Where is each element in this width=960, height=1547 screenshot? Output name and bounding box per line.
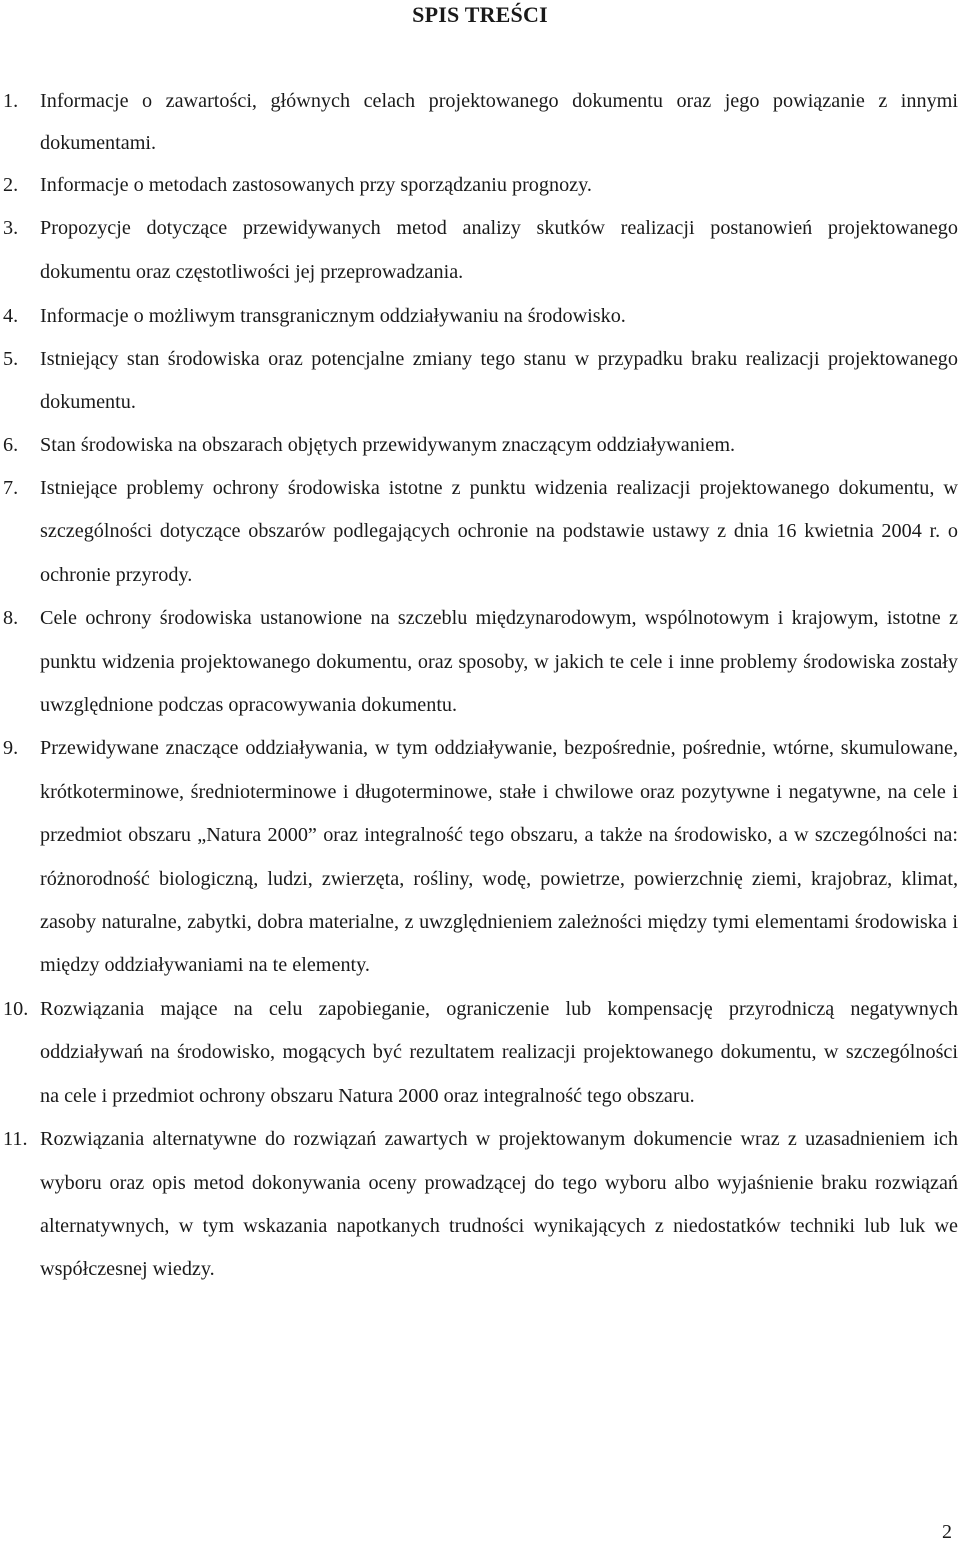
toc-item-number: 3. xyxy=(3,217,19,239)
toc-item-number: 6. xyxy=(3,434,19,456)
toc-item-number: 4. xyxy=(3,305,19,327)
toc-item-5 xyxy=(0,338,960,424)
toc-item-text: Istniejące problemy ochrony środowiska istotne z punktu widzenia realizacji projektowanego dokumentu, w szczególności dotyczące obszarów podlegających ochronie na podstawie ustawy z dnia 16 kwietnia 2004 r. o ochronie przyrody. xyxy=(40,477,958,586)
toc-item-number: 2. xyxy=(3,174,19,196)
toc-item-number: 7. xyxy=(3,477,19,499)
toc-item-text: Informacje o możliwym transgranicznym oddziaływaniu na środowisko. xyxy=(40,305,626,327)
toc-item-1 xyxy=(0,80,960,164)
toc-item-4 xyxy=(0,294,960,338)
toc-item-text: Cele ochrony środowiska ustanowione na szczeblu międzynarodowym, wspólnotowym i krajowym, istotne z punktu widzenia projektowanego dokumentu, oraz sposoby, w jakich te cele i inne problemy środowiska zostały uwzględnione podczas opracowywania dokumentu. xyxy=(40,607,958,717)
toc-item-number: 5. xyxy=(3,348,19,370)
page-number: 2 xyxy=(942,1521,952,1543)
toc-item-text: Informacje o zawartości, głównych celach projektowanego dokumentu oraz jego powiązanie z innymi dokumentami. xyxy=(40,90,958,154)
toc-item-9 xyxy=(0,727,960,987)
toc-item-text: Przewidywane znaczące oddziaływania, w tym oddziaływanie, bezpośrednie, pośrednie, wtórne, skumulowane, krótkoterminowe, średnioterminowe i długoterminowe, stałe i chwilowe oraz pozytywne i negatywne, na cele i przedmiot obszaru „Natura 2000” oraz integralność tego obszaru, a także na środowisko, a w szczególności na: różnorodność biologiczną, ludzi, zwierzęta, rośliny, wodę, powietrze, powierzchnię ziemi, krajobraz, klimat, zasoby naturalne, zabytki, dobra materialne, z uwzględnieniem zależności między tymi elementami środowiska i między oddziaływaniami na te elementy. xyxy=(40,737,958,977)
toc-item-text: Propozycje dotyczące przewidywanych metod analizy skutków realizacji postanowień projektowanego dokumentu oraz częstotliwości jej przeprowadzania. xyxy=(40,217,958,283)
table-of-contents xyxy=(0,80,960,1292)
toc-item-6 xyxy=(0,424,960,467)
page-title: SPIS TREŚCI xyxy=(412,2,548,27)
toc-item-text: Rozwiązania mające na celu zapobieganie, ograniczenie lub kompensację przyrodniczą negatywnych oddziaływań na środowisko, mogących być rezultatem realizacji projektowanego dokumentu, w szczególności na cele i przedmiot ochrony obszaru Natura 2000 oraz integralność tego obszaru. xyxy=(40,997,958,1107)
toc-item-text: Informacje o metodach zastosowanych przy sporządzaniu prognozy. xyxy=(40,174,592,196)
toc-item-11 xyxy=(0,1118,960,1292)
toc-item-10 xyxy=(0,988,960,1118)
toc-item-7 xyxy=(0,467,960,597)
toc-item-number: 10. xyxy=(3,997,29,1020)
toc-item-2 xyxy=(0,164,960,206)
toc-item-number: 11. xyxy=(3,1128,28,1151)
toc-item-number: 8. xyxy=(3,607,19,630)
toc-item-8 xyxy=(0,597,960,727)
toc-item-number: 1. xyxy=(3,90,19,112)
toc-item-text: Stan środowiska na obszarach objętych przewidywanym znaczącym oddziaływaniem. xyxy=(40,434,736,456)
toc-item-text: Rozwiązania alternatywne do rozwiązań zawartych w projektowanym dokumencie wraz z uzasadnieniem ich wyboru oraz opis metod dokonywania oceny prowadzącej do tego wyboru albo wyjaśnienie braku rozwiązań alternatywnych, w tym wskazania napotkanych trudności wynikających z niedostatków techniki lub luk we współczesnej wiedzy. xyxy=(40,1128,958,1281)
toc-item-number: 9. xyxy=(3,737,19,760)
toc-item-text: Istniejący stan środowiska oraz potencjalne zmiany tego stanu w przypadku braku realizacji projektowanego dokumentu. xyxy=(40,348,958,413)
toc-item-3 xyxy=(0,206,960,294)
